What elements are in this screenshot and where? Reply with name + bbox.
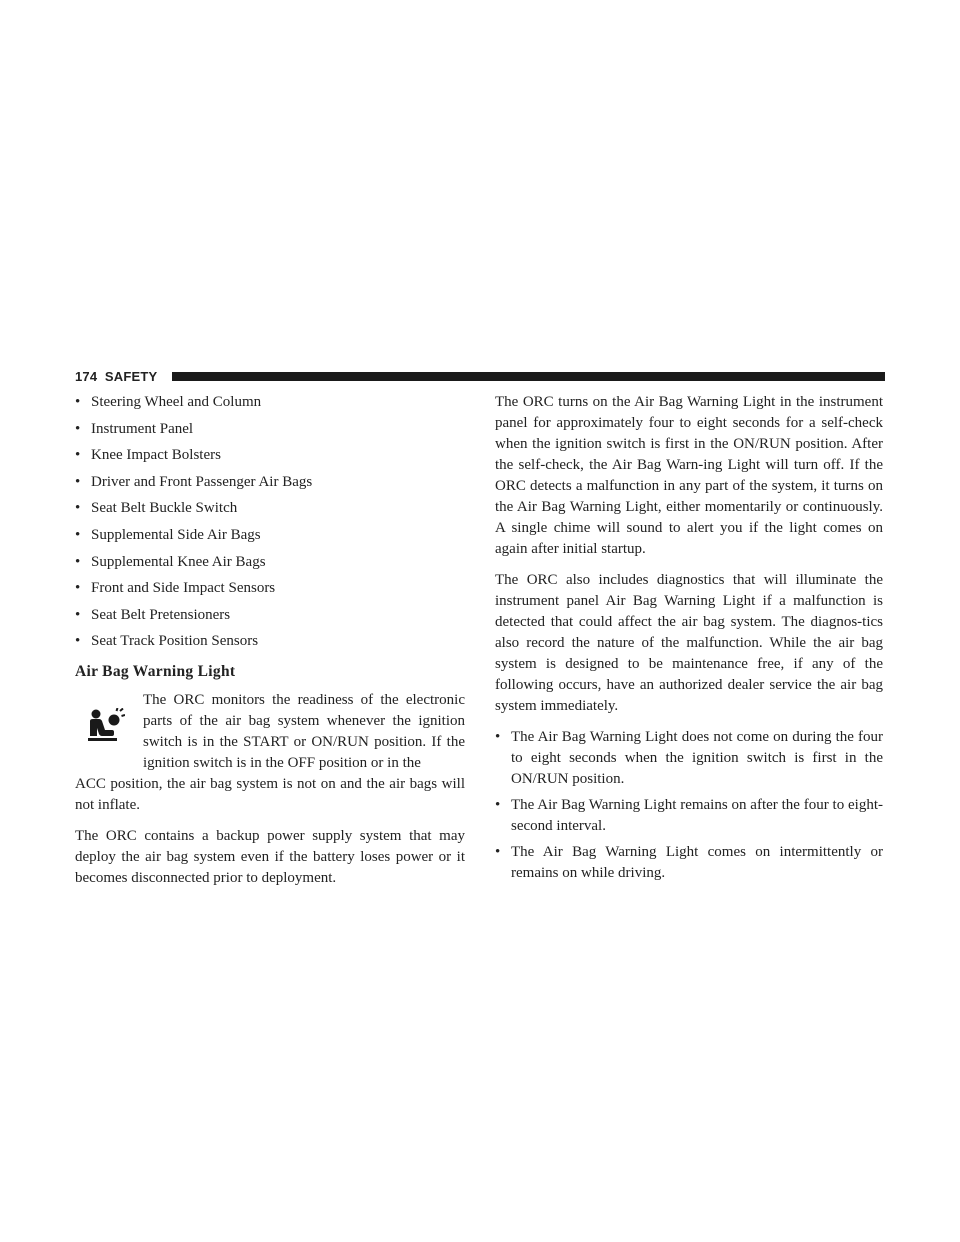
list-item: • The Air Bag Warning Light comes on intermittently or remains on while driving. xyxy=(495,844,883,881)
bullet-icon: • xyxy=(75,447,81,464)
backup-power-paragraph: The ORC contains a backup power supply system that may deploy the air bag system even if the battery loses power or it becomes disconnected prior to deployment. xyxy=(75,828,465,887)
list-item: • Knee Impact Bolsters xyxy=(75,445,465,466)
self-check-paragraph: The ORC turns on the Air Bag Warning Light in the instrument panel for approximately four to eight seconds for a self-check when the ignition switch is first in the ON/RUN position. After the self-check, the Air Bag Warn-ing Light will turn off. If the ORC detects a malfunction in any part of the system, it turns on the Air Bag Warning Light, either momentarily or continuously. A single chime will sound to alert you if the light comes on again after initial startup. xyxy=(495,394,883,557)
list-item: • Steering Wheel and Column xyxy=(75,392,465,413)
list-item: • Seat Track Position Sensors xyxy=(75,631,465,652)
malfunction-list xyxy=(495,727,883,884)
monitor-paragraph: The ORC monitors the readiness of the electronic parts of the air bag system whenever the ignition switch is in the START or ON/RUN position. If the ignition switch is in the OFF position or in the xyxy=(143,692,465,772)
section-heading: Air Bag Warning Light xyxy=(75,663,236,681)
list-item: • Seat Belt Buckle Switch xyxy=(75,498,465,519)
page-header xyxy=(75,368,885,388)
left-column xyxy=(75,392,465,899)
bullet-icon: • xyxy=(75,526,81,543)
bullet-icon: • xyxy=(495,797,501,813)
list-item: • The Air Bag Warning Light remains on after the four to eight-second interval. xyxy=(495,797,883,834)
airbag-warning-block xyxy=(75,690,465,774)
list-item: • Driver and Front Passenger Air Bags xyxy=(75,472,465,493)
header-rule xyxy=(172,372,885,381)
list-item: • Instrument Panel xyxy=(75,419,465,440)
bullet-icon: • xyxy=(75,473,81,490)
airbag-warning-icon xyxy=(87,708,125,742)
list-item: • Front and Side Impact Sensors xyxy=(75,578,465,599)
bullet-icon: • xyxy=(75,606,81,623)
bullet-icon: • xyxy=(495,844,501,860)
list-item: • Seat Belt Pretensioners xyxy=(75,605,465,626)
bullet-icon: • xyxy=(75,633,81,650)
bullet-icon: • xyxy=(495,729,501,745)
bullet-icon: • xyxy=(75,394,81,410)
list-item: • Supplemental Side Air Bags xyxy=(75,525,465,546)
component-list xyxy=(75,392,465,652)
bullet-icon: • xyxy=(75,553,81,570)
section-title: SAFETY xyxy=(104,369,158,384)
page-number: 174 xyxy=(75,369,98,384)
list-item: • Supplemental Knee Air Bags xyxy=(75,552,465,573)
page-number-label xyxy=(75,369,157,384)
diagnostics-paragraph: The ORC also includes diagnostics that will illuminate the instrument panel Air Bag Warning Light if a malfunction is detected that could affect the air bag system. The diagnos-tics also record the nature of the malfunction. While the air bag system is designed to be maintenance free, if any of the following occurs, have an authorized dealer service the air bag system immediately. xyxy=(495,572,883,714)
bullet-icon: • xyxy=(75,500,81,517)
monitor-paragraph-continued: ACC position, the air bag system is not on and the air bags will not inflate. xyxy=(75,776,465,814)
bullet-icon: • xyxy=(75,420,81,437)
right-column xyxy=(495,392,883,889)
list-item: • The Air Bag Warning Light does not come on during the four to eight seconds when the ignition switch is first in the ON/RUN position. xyxy=(495,729,883,787)
bullet-icon: • xyxy=(75,580,81,597)
